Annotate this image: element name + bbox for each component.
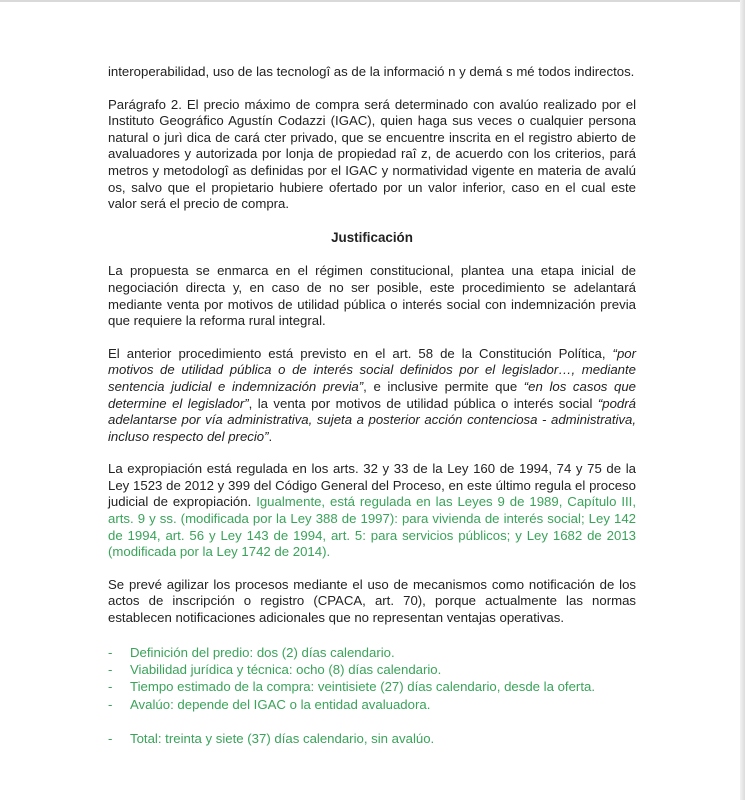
procedimiento-quote-3: “podrá adelantarse por vía administrativa, sujeta a posterior acción contenciosa - administrativa, incluso respecto del precio” [108, 395, 636, 444]
paragraph-paragrafo-2: Parágrafo 2. El precio máximo de compra será determinado con avalúo realizado por el Instituto Geográfico Agustín Codazzi (IGAC), quien haga sus veces o cualquier persona natural o jurì dica de cará cter privado, que se encuentre inscrita en el registro abierto de avaluadores y autorizada por lonja de propiedad raî z, de acuerdo con los criterios, pará metros y metodologî as definidas por el IGAC y normatividad vigente en materia de avalú os, salvo que el propietario hubiere ofertado por un valor inferior, caso en el cual este valor será el precio de compra. [108, 96, 636, 212]
list-item-text: Definición del predio: dos (2) días calendario. [130, 644, 395, 660]
expropiacion-green-text: Igualmente, está regulada en las Leyes 9 de 1989, Capítulo III, arts. 9 y ss. (modificada por la Ley 388 de 1997): para vivienda de interés social; Ley 142 de 1994, art. 56 y Ley 143 de 1994, art. 5: para servicios públicos; y Ley 1682 de 2013 (modificada por la Ley 1742 de 2014). [108, 494, 636, 560]
list-item-text: Total: treinta y siete (37) días calendario, sin avalúo. [130, 730, 435, 746]
list-item-text: Tiempo estimado de la compra: veintisiete (27) días calendario, desde la oferta. [130, 679, 595, 695]
page-right-edge [740, 0, 745, 800]
procedimiento-quote-2: “en los casos que determine el legislador” [108, 378, 636, 411]
procedimiento-text-2: , e inclusive permite que [363, 378, 524, 394]
list-item-text: Avalúo: depende del IGAC o la entidad avaluadora. [130, 696, 431, 712]
paragraph-procedimiento [108, 346, 636, 446]
paragraph-expropiacion [108, 461, 636, 561]
procedimiento-quote-1: “por motivos de utilidad pública o de interés social definidos por el legislador…, mediante sentencia judicial e indemnización previa” [108, 345, 636, 394]
list-dash: - [108, 679, 113, 695]
list-item [108, 661, 636, 678]
list-item [108, 696, 636, 713]
paragraph-interoperabilidad: interoperabilidad, uso de las tecnologî as de la informació n y demá s mé todos indirectos. [108, 64, 635, 79]
document-page [108, 64, 636, 747]
procedimiento-text-3: , la venta por motivos de utilidad pública o interés social [248, 395, 598, 411]
paragraph-agilizar: Se prevé agilizar los procesos mediante el uso de mecanismos como notificación de los actos de inscripción o registro (CPACA, art. 70), porque actualmente las normas establecen notificaciones adicionales que no representan ventajas operativas. [108, 576, 636, 626]
procedimiento-text-1: El anterior procedimiento está previsto en el art. 58 de la Constitución Política, [108, 345, 613, 361]
list-dash: - [108, 696, 113, 712]
list-item [108, 678, 636, 695]
list-dash: - [108, 730, 113, 746]
list-item [108, 644, 636, 661]
paragraph-propuesta: La propuesta se enmarca en el régimen constitucional, plantea una etapa inicial de negociación directa y, en caso de no ser posible, este procedimiento se adelantará mediante venta por motivos de utilidad pública o interés social con indemnización previa que requiere la reforma rural integral. [108, 263, 636, 329]
expropiacion-text: La expropiación está regulada en los arts. 32 y 33 de la Ley 160 de 1994, 74 y 75 de la Ley 1523 de 2012 y 399 del Código General del Proceso, en este último regula el proceso judicial de expropiación. [108, 461, 636, 510]
procedimiento-text-4: . [268, 428, 273, 444]
list-item-total [108, 730, 636, 747]
list-dash: - [108, 661, 113, 677]
days-list [108, 644, 636, 747]
page-top-edge [0, 0, 745, 2]
list-dash: - [108, 644, 113, 660]
list-item-text: Viabilidad jurídica y técnica: ocho (8) días calendario. [130, 661, 442, 677]
section-heading-justificacion: Justificación [331, 229, 413, 245]
